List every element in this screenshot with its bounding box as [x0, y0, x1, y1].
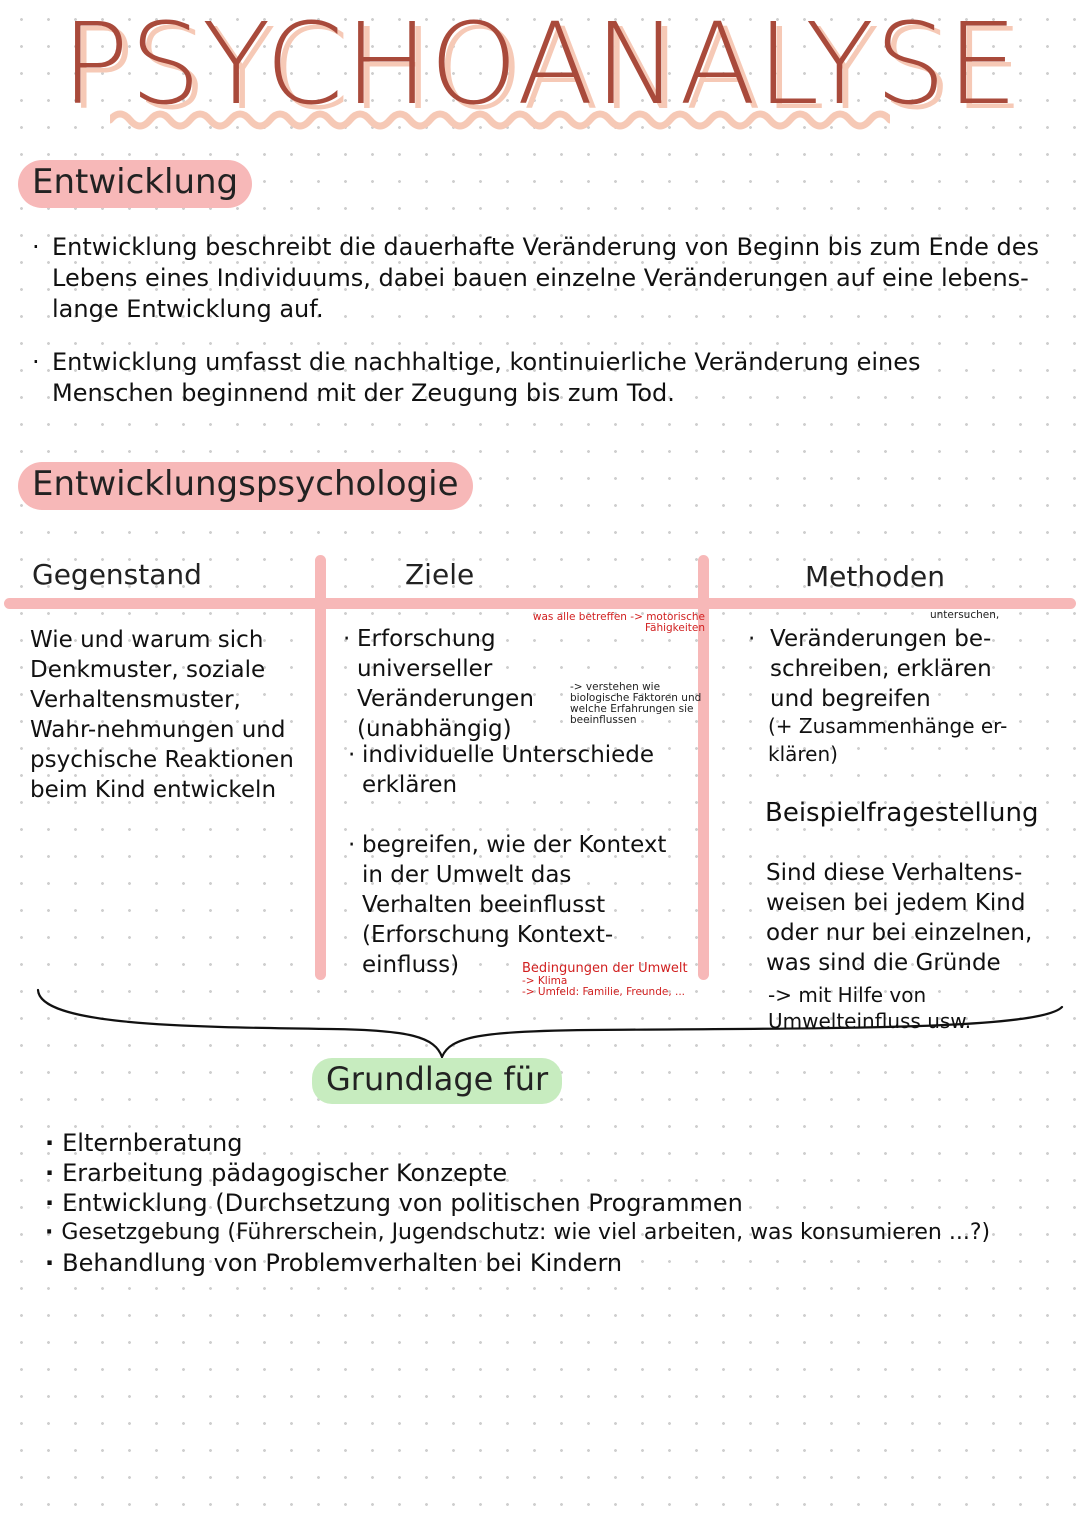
gegenstand-text: Wie und warum sich Denkmuster, soziale Verhaltensmuster, Wahr-nehmungen und psychische Reaktionen beim Kind entwickeln [30, 627, 294, 803]
methoden-annotation-top: untersuchen, [930, 609, 1000, 621]
beispiel-sub: -> mit Hilfe von Umwelteinfluss usw. [768, 983, 972, 1033]
column-divider-1 [315, 555, 326, 980]
grundlage-heading: Grundlage für [312, 1058, 562, 1104]
page-title: PSYCHOANALYSE [61, 0, 1019, 130]
table-header-divider [4, 598, 1076, 609]
definition-point: · Entwicklung beschreibt die dauerhafte Veränderung von Beginn bis zum Ende des Lebens eines Individuums, dabei bauen einzelne Veränderungen auf eine lebens-lange Entwicklung auf. [32, 233, 1040, 323]
title-underline-decoration [110, 105, 890, 135]
ziele-annotation-side: -> verstehen wie biologische Faktoren und welche Erfahrungen sie beeinflussen [570, 681, 702, 726]
methoden-item: · Veränderungen be-schreiben, erklären und begreifen [748, 626, 992, 712]
column-header-methoden: Methoden [805, 560, 945, 593]
ziele-item-3: · begreifen, wie der Kontext in der Umwelt das Verhalten beeinflusst (Erforschung Kontext-einfluss) [348, 832, 667, 978]
section-heading-entwicklung: Entwicklung [18, 160, 252, 208]
list-item: · Erarbeitung pädagogischer Konzepte [45, 1158, 1045, 1188]
ziele-item-1: · Erforschung universeller Veränderungen (unabhängig) [343, 626, 534, 742]
section-heading-entwicklungspsychologie: Entwicklungspsychologie [18, 462, 473, 510]
curly-brace-decoration [30, 985, 1070, 1065]
definition-point: · Entwicklung umfasst die nachhaltige, kontinuierliche Veränderung eines Menschen beginnend mit der Zeugung bis zum Tod. [32, 348, 921, 407]
methoden-sub: (+ Zusammenhänge er-klären) [768, 714, 1008, 766]
definition-text-1: Entwicklung beschreibt die dauerhafte Veränderung von Beginn bis zum Ende des Lebens eines Individuums, dabei bauen einzelne Veränderungen auf eine lebens-lange Entwicklung auf. [52, 233, 1040, 323]
list-item: · Behandlung von Problemverhalten bei Kindern [45, 1248, 1045, 1278]
list-item: · Gesetzgebung (Führerschein, Jugendschutz: wie viel arbeiten, was konsumieren ...?) [45, 1218, 1045, 1248]
beispiel-text: Sind diese Verhaltens-weisen bei jedem Kind oder nur bei einzelnen, was sind die Gründe [766, 860, 1033, 976]
ziele-annotation-bottom: Bedingungen der Umwelt -> Klima -> Umfeld: Familie, Freunde, ... [522, 961, 688, 998]
column-header-ziele: Ziele [405, 558, 475, 591]
beispiel-heading: Beispielfragestellung [765, 798, 1039, 828]
list-item: · Entwicklung (Durchsetzung von politischen Programmen [45, 1188, 1045, 1218]
definition-text-2: Entwicklung umfasst die nachhaltige, kontinuierliche Veränderung eines Menschen beginnend mit der Zeugung bis zum Tod. [52, 348, 921, 407]
grundlage-list [45, 1128, 1045, 1278]
ziele-item-2: · individuelle Unterschiede erklären [348, 742, 655, 798]
list-item: · Elternberatung [45, 1128, 1045, 1158]
ziele-annotation-top: was alle betreffen -> motorische Fähigkeiten [532, 611, 705, 634]
column-header-gegenstand: Gegenstand [32, 558, 202, 591]
